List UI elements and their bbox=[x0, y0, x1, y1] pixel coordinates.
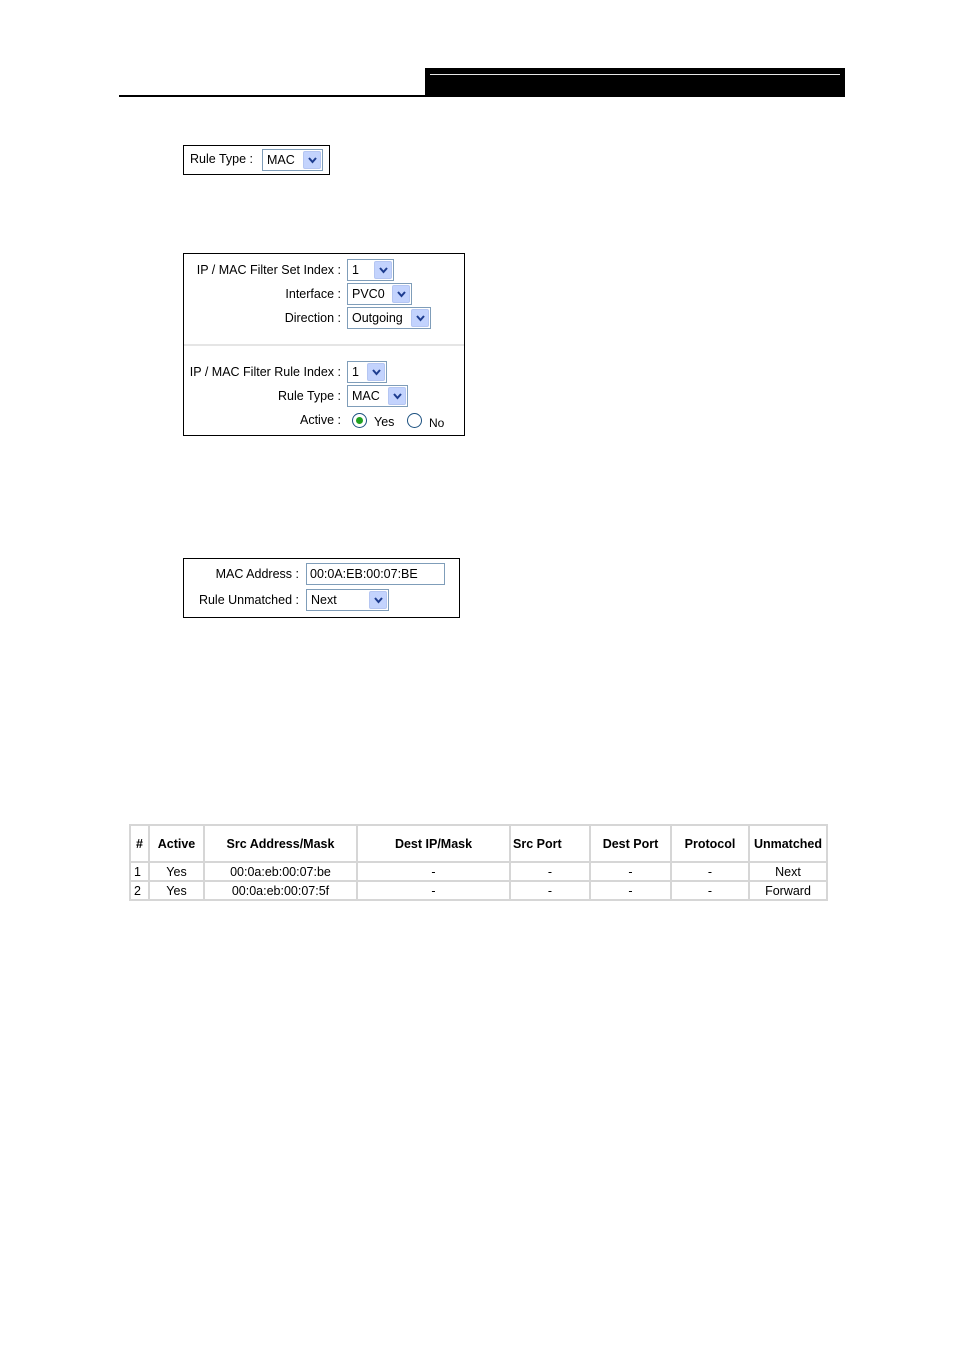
panel-divider bbox=[184, 344, 464, 346]
rule-type-value-2: MAC bbox=[352, 389, 380, 403]
table-row bbox=[130, 862, 827, 881]
col-header-src-port: Src Port bbox=[510, 825, 590, 862]
chevron-down-icon[interactable] bbox=[369, 591, 387, 609]
cell-src-address: 00:0a:eb:00:07:5f bbox=[204, 881, 357, 900]
col-header-number: # bbox=[130, 825, 149, 862]
rule-type-label-2: Rule Type : bbox=[277, 389, 341, 403]
col-header-protocol: Protocol bbox=[671, 825, 749, 862]
set-index-value: 1 bbox=[352, 263, 359, 277]
interface-select[interactable] bbox=[347, 283, 412, 305]
chevron-down-icon[interactable] bbox=[411, 309, 429, 327]
table-row bbox=[130, 881, 827, 900]
active-no-radio[interactable] bbox=[407, 413, 422, 428]
rule-type-select-2[interactable] bbox=[347, 385, 408, 407]
cell-unmatched: Next bbox=[749, 862, 827, 881]
active-yes-label: Yes bbox=[374, 415, 395, 429]
rule-unmatched-value: Next bbox=[311, 593, 337, 607]
direction-select[interactable] bbox=[347, 307, 431, 329]
cell-unmatched: Forward bbox=[749, 881, 827, 900]
mac-address-panel bbox=[183, 558, 460, 618]
page-header-rule bbox=[119, 95, 845, 97]
direction-label: Direction : bbox=[284, 311, 341, 325]
rule-type-panel bbox=[183, 145, 330, 175]
interface-label: Interface : bbox=[285, 287, 341, 301]
rule-index-select[interactable] bbox=[347, 361, 387, 383]
cell-src-port: - bbox=[510, 881, 590, 900]
active-label: Active : bbox=[300, 413, 341, 427]
rule-unmatched-select[interactable] bbox=[306, 589, 389, 611]
col-header-dest-port: Dest Port bbox=[590, 825, 671, 862]
cell-number: 1 bbox=[130, 862, 149, 881]
cell-src-port: - bbox=[510, 862, 590, 881]
cell-src-address: 00:0a:eb:00:07:be bbox=[204, 862, 357, 881]
cell-active: Yes bbox=[149, 881, 204, 900]
cell-dest-port: - bbox=[590, 881, 671, 900]
filter-rules-table bbox=[129, 824, 828, 901]
col-header-src-address: Src Address/Mask bbox=[204, 825, 357, 862]
cell-number: 2 bbox=[130, 881, 149, 900]
active-yes-radio[interactable] bbox=[352, 413, 367, 428]
rule-type-value: MAC bbox=[267, 153, 295, 167]
chevron-down-icon[interactable] bbox=[374, 261, 392, 279]
rule-type-label: Rule Type : bbox=[190, 152, 254, 166]
page-header-bar bbox=[425, 68, 845, 97]
cell-dest-ip: - bbox=[357, 881, 510, 900]
direction-value: Outgoing bbox=[352, 311, 403, 325]
rule-unmatched-label: Rule Unmatched : bbox=[198, 593, 299, 607]
table-header-row bbox=[130, 825, 827, 862]
rule-index-value: 1 bbox=[352, 365, 359, 379]
cell-active: Yes bbox=[149, 862, 204, 881]
set-index-label: IP / MAC Filter Set Index : bbox=[196, 263, 341, 277]
col-header-unmatched: Unmatched bbox=[749, 825, 827, 862]
interface-value: PVC0 bbox=[352, 287, 385, 301]
mac-address-label: MAC Address : bbox=[215, 567, 299, 581]
chevron-down-icon[interactable] bbox=[388, 387, 406, 405]
rule-index-label: IP / MAC Filter Rule Index : bbox=[189, 365, 341, 379]
set-index-select[interactable] bbox=[347, 259, 394, 281]
cell-protocol: - bbox=[671, 881, 749, 900]
rule-type-select[interactable] bbox=[262, 149, 323, 171]
mac-address-input[interactable]: 00:0A:EB:00:07:BE bbox=[306, 563, 445, 585]
col-header-active: Active bbox=[149, 825, 204, 862]
chevron-down-icon[interactable] bbox=[392, 285, 410, 303]
page-header-bar-line bbox=[430, 74, 840, 75]
filter-settings-panel bbox=[183, 253, 465, 436]
col-header-dest-ip: Dest IP/Mask bbox=[357, 825, 510, 862]
cell-dest-port: - bbox=[590, 862, 671, 881]
cell-dest-ip: - bbox=[357, 862, 510, 881]
chevron-down-icon[interactable] bbox=[303, 151, 321, 169]
cell-protocol: - bbox=[671, 862, 749, 881]
radio-selected-dot bbox=[356, 417, 363, 424]
active-no-label: No bbox=[429, 416, 445, 430]
chevron-down-icon[interactable] bbox=[367, 363, 385, 381]
